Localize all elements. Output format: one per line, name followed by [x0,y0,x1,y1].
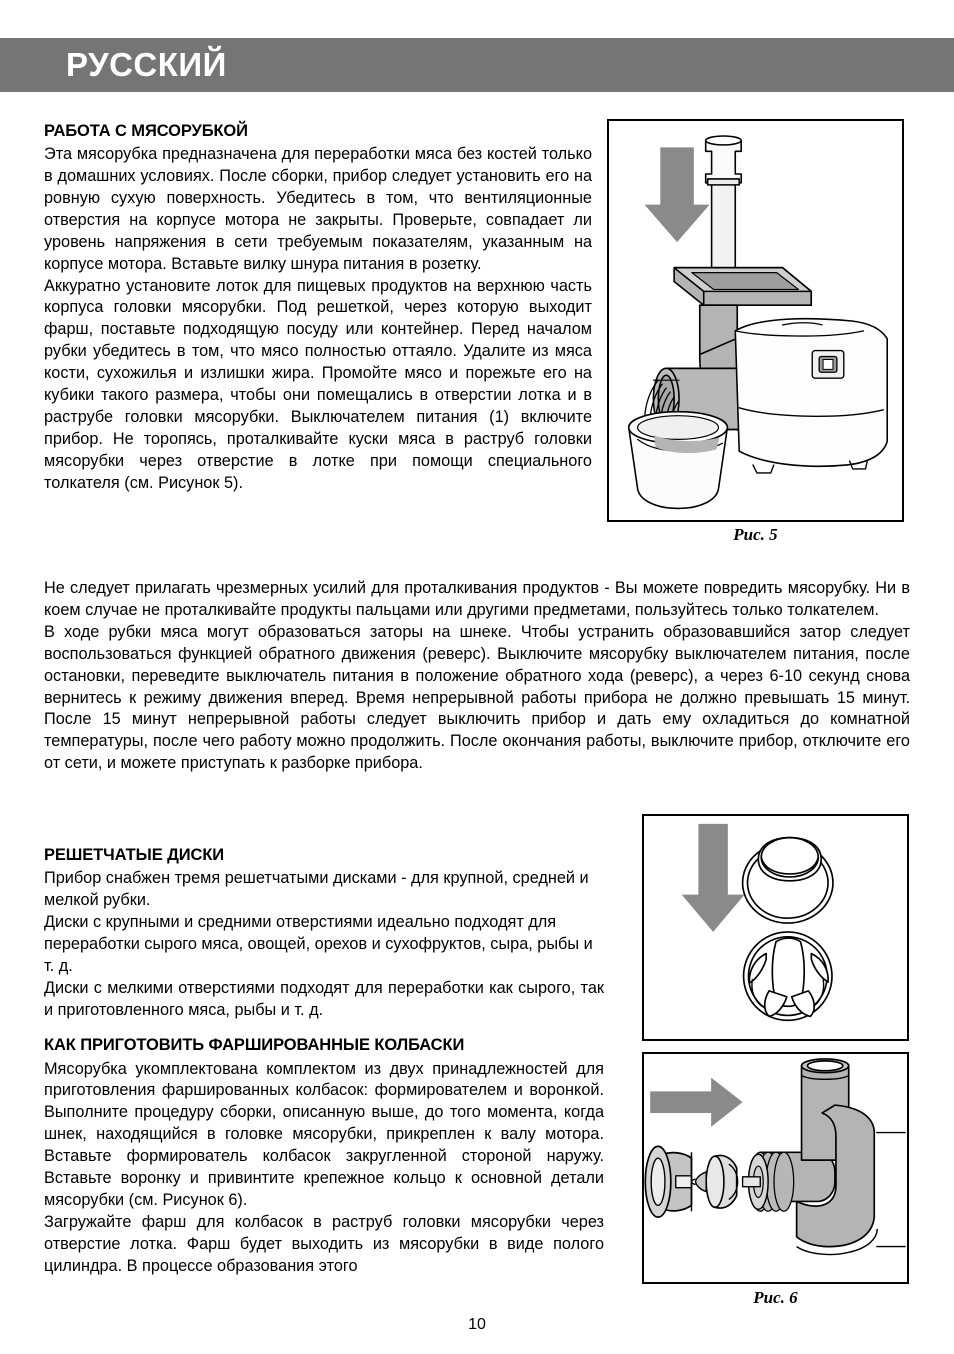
operating-section-column [44,121,592,495]
meat-grinder-illustration [609,121,902,520]
lower-sections-column [44,845,604,1278]
figure-5-caption: Рис. 5 [733,525,778,544]
figure-5-frame [607,119,904,522]
sausages-paragraph-2: Загружайте фарш для колбасок в раструб головки мясорубки через отверстие лотка. Фарш будет выходить из мясорубки в виде полого цилиндра. В процессе образования этого [44,1212,604,1275]
grid-disks-paragraph-1: Прибор снабжен тремя решетчатыми дисками - для крупной, средней и мелкой рубки. [44,869,589,910]
operating-section-heading: РАБОТА С МЯСОРУБКОЙ [44,122,248,140]
full-width-notes-block [44,578,910,775]
grid-disks-heading: РЕШЕТЧАТЫЕ ДИСКИ [44,846,225,864]
sausages-paragraph-1: Мясорубка укомплектована комплектом из двух принадлежностей для приготовления фаршированных колбасок: формирователем и воронкой. Выполните процедуру сборки, описанную выше, до того момента, когда шнек, находящийся в головке мясорубки, прикреплен к валу мотора. Вставьте формирователь колбасок закругленной стороной наружу. Вставьте воронку и привинтите крепежное кольцо к основной детали мясорубки (см. Рисунок 6). [44,1059,604,1209]
figure-6-frame [642,1052,909,1284]
notes-paragraph-1: Не следует прилагать чрезмерных усилий для проталкивания продуктов - Вы можете повредить мясорубку. Ни в коем случае не проталкивайте продукты пальцами или другими предметами, пользуйтесь только толкателем. [44,579,910,619]
language-title: РУССКИЙ [66,46,227,83]
grid-disks-figure-frame [642,814,909,1041]
sausages-heading: КАК ПРИГОТОВИТЬ ФАРШИРОВАННЫЕ КОЛБАСКИ [44,1036,465,1055]
figure-6-caption: Рис. 6 [753,1288,798,1307]
section-spacer [44,1021,604,1035]
down-arrow-icon [645,147,710,242]
down-arrow-icon [682,824,745,932]
page-number: 10 [468,1316,486,1333]
operating-paragraph-2: Аккуратно установите лоток для пищевых продуктов на верхнюю часть корпуса головки мясорубки. Под решеткой, через которую выходит фарш, поставьте подходящую посуду или контейнер. Перед началом рубки убедитесь в том, что мясо полностью оттаяло. Удалите из мяса кости, сухожилья и излишки жира. Промойте мясо и порежьте его на кубики такого размера, чтобы они помещались в отверстии лотка и в раструбе головки мясорубки. Выключателем питания (1) включите прибор. Не торопясь, проталкивайте куски мяса в раструб головки мясорубки через отверстие в лотке при помощи специального толкателя (см. Рисунок 5). [44,276,592,492]
grid-disks-paragraph-2: Диски с крупными и средними отверстиями идеально подходят для переработки сырого мяса, овощей, орехов и сухофруктов, сыра, рыбы и т. д. [44,912,593,975]
right-arrow-icon [650,1078,742,1127]
grid-disks-paragraph-3: Диски с мелкими отверстиями подходят для переработки как сырого, так и приготовленного мяса, рыбы и т. д. [44,978,604,1019]
operating-paragraph-1: Эта мясорубка предназначена для переработки мяса без костей только в домашних условиях. После сборки, прибор следует установить его на ровную сухую поверхность. Убедитесь в том, что вентиляционные отверстия на корпусе мотора не закрыты. Проверьте, совпадает ли уровень напряжения в сети требуемым показателям, указанным на корпусе мотора. Вставьте вилку шнура питания в розетку. [44,145,592,273]
sausage-attachment-illustration [644,1054,907,1282]
grid-disks-illustration [644,816,907,1039]
language-header-band [0,38,954,92]
notes-paragraph-2: В ходе рубки мяса могут образоваться заторы на шнеке. Чтобы устранить образовавшийся затор следует воспользоваться функцией обратного движения (реверс). Выключите мясорубку выключателем питания, после остановки, переведите выключатель питания в положение обратного хода (реверс), а через 6-10 секунд снова вернитесь к режиму движения вперед. Время непрерывной работы прибора не должно превышать 15 минут. После 15 минут непрерывной работы следует выключить прибор и дать ему охладиться до комнатной температуры, после чего работу можно продолжить. После окончания работы, выключите прибор, отключите его от сети, и можете приступать к разборке прибора. [44,622,910,773]
